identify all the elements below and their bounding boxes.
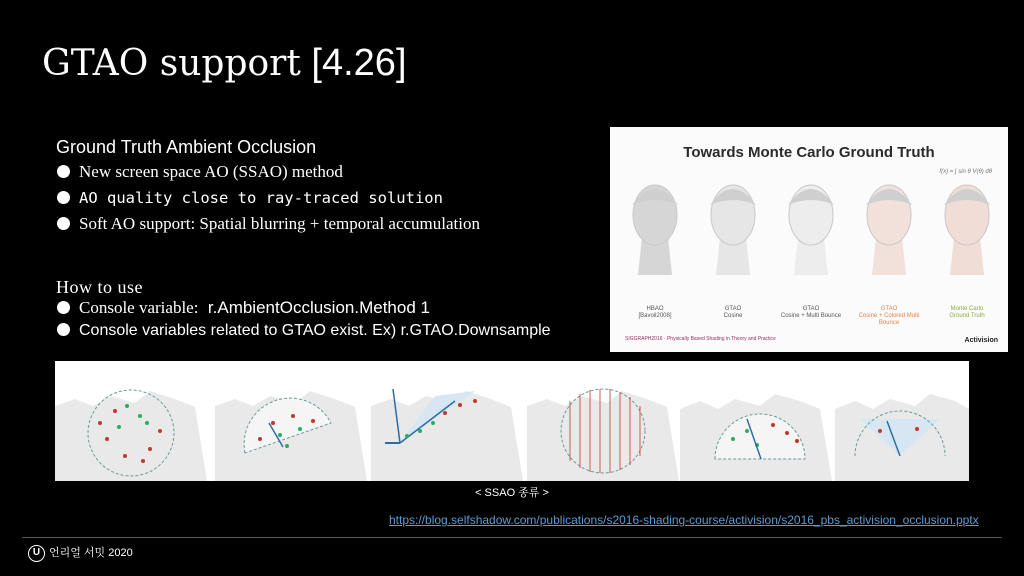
bullet-item: AO quality close to ray-traced solution xyxy=(57,189,443,207)
footer xyxy=(28,544,133,562)
face-render-icon xyxy=(934,175,1000,305)
figure-footer-left: SIGGRAPH2016 · Physically Based Shading in Theory and Practice xyxy=(625,336,776,342)
bullet-icon xyxy=(57,217,70,230)
face-label: GTAO Cosine xyxy=(723,306,743,319)
title-main: GTAO support xyxy=(42,43,301,84)
section-heading-how-to-use: How to use xyxy=(56,277,143,297)
bullet-icon xyxy=(57,323,70,336)
slide-title xyxy=(42,40,407,87)
face-render-icon xyxy=(778,175,844,305)
section-heading-gtao: Ground Truth Ambient Occlusion xyxy=(56,137,317,157)
figure-footer-right: Activision xyxy=(964,337,998,344)
ssao-diagram-strip xyxy=(55,361,969,481)
bullet-item: Console variable: r.AmbientOcclusion.Method 1 xyxy=(57,298,430,318)
bullet-icon xyxy=(57,191,70,204)
ssao-caption: < SSAO 종류 > xyxy=(475,487,549,499)
face-render-icon xyxy=(700,175,766,305)
figure-title: Towards Monte Carlo Ground Truth xyxy=(683,144,935,161)
face-label: GTAO Cosine + Multi Bounce xyxy=(780,306,842,319)
reference-link[interactable]: https://blog.selfshadow.com/publications/s2016-shading-course/activision/s2016_pbs_activision_occlusion.pptx xyxy=(389,513,979,527)
ssao-diagrams xyxy=(55,361,969,481)
monte-carlo-figure xyxy=(610,127,1008,352)
face-render-icon xyxy=(622,175,688,305)
face-label: GTAO Cosine + Colored Multi Bounce xyxy=(858,306,920,326)
face-label: Monte Carlo Ground Truth xyxy=(949,306,985,319)
face-render-icon xyxy=(856,175,922,305)
bullet-item: New screen space AO (SSAO) method xyxy=(57,162,343,182)
bullet-icon xyxy=(57,165,70,178)
bullet-icon xyxy=(57,301,70,314)
footer-divider xyxy=(22,537,1002,538)
title-version: [4.26] xyxy=(311,42,407,84)
bullet-item: Soft AO support: Spatial blurring + temporal accumulation xyxy=(57,214,480,234)
unreal-logo-icon: U xyxy=(28,545,45,562)
face-label: HBAO [Bavoil2008] xyxy=(638,306,672,319)
footer-text: 언리얼 서밋 2020 xyxy=(49,547,133,559)
figure-formula: f(x) = ∫ sin θ V(θ) dθ xyxy=(939,169,992,175)
bullet-item: Console variables related to GTAO exist. Ex) r.GTAO.Downsample xyxy=(57,322,551,340)
